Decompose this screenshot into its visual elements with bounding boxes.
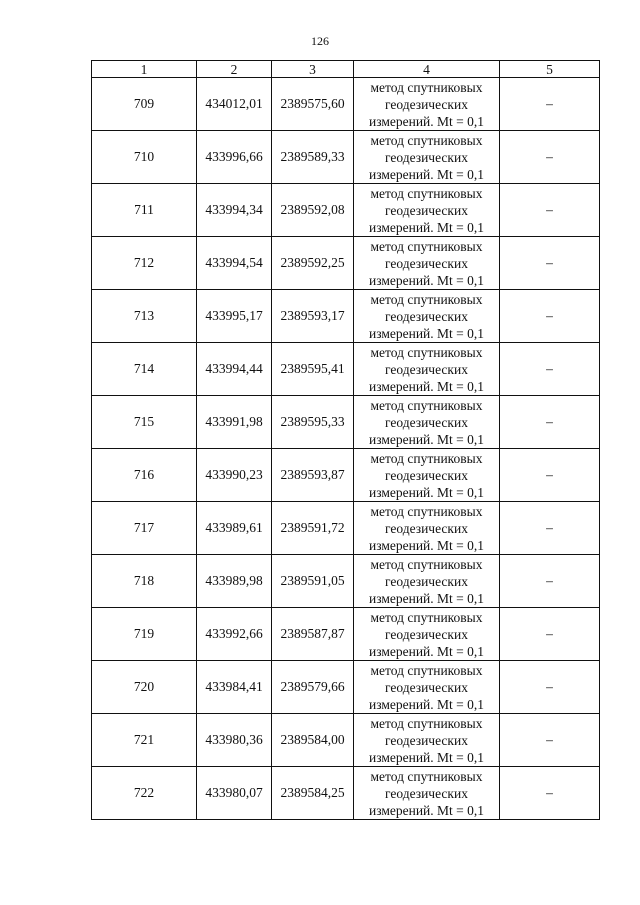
x-coordinate-cell: 433994,44 bbox=[197, 343, 272, 396]
table-row bbox=[92, 767, 600, 820]
method-line: измерений. Mt = 0,1 bbox=[368, 749, 485, 765]
method-cell bbox=[354, 184, 500, 237]
y-coordinate-cell: 2389584,00 bbox=[272, 714, 354, 767]
method-cell bbox=[354, 661, 500, 714]
method-line: измерений. Mt = 0,1 bbox=[368, 431, 485, 447]
table-row bbox=[92, 184, 600, 237]
table-row bbox=[92, 343, 600, 396]
method-line: геодезических bbox=[385, 785, 468, 801]
y-coordinate-cell: 2389592,08 bbox=[272, 184, 354, 237]
note-cell: – bbox=[500, 237, 600, 290]
table-row bbox=[92, 449, 600, 502]
note-cell: – bbox=[500, 767, 600, 820]
coordinates-table bbox=[91, 60, 600, 820]
point-number-cell: 721 bbox=[92, 714, 197, 767]
method-line: геодезических bbox=[385, 679, 468, 695]
method-cell bbox=[354, 78, 500, 131]
y-coordinate-cell: 2389591,72 bbox=[272, 502, 354, 555]
note-cell: – bbox=[500, 449, 600, 502]
note-cell: – bbox=[500, 131, 600, 184]
table-row bbox=[92, 131, 600, 184]
method-line: метод спутниковых bbox=[370, 450, 483, 466]
method-line: метод спутниковых bbox=[370, 79, 483, 95]
method-cell bbox=[354, 449, 500, 502]
note-cell: – bbox=[500, 502, 600, 555]
x-coordinate-cell: 433996,66 bbox=[197, 131, 272, 184]
x-coordinate-cell: 433994,34 bbox=[197, 184, 272, 237]
method-line: геодезических bbox=[385, 202, 468, 218]
method-line: измерений. Mt = 0,1 bbox=[368, 484, 485, 500]
header-col-5: 5 bbox=[500, 61, 600, 78]
note-cell: – bbox=[500, 78, 600, 131]
y-coordinate-cell: 2389584,25 bbox=[272, 767, 354, 820]
method-cell bbox=[354, 343, 500, 396]
x-coordinate-cell: 433995,17 bbox=[197, 290, 272, 343]
method-line: геодезических bbox=[385, 732, 468, 748]
point-number-cell: 716 bbox=[92, 449, 197, 502]
table-row bbox=[92, 555, 600, 608]
y-coordinate-cell: 2389595,33 bbox=[272, 396, 354, 449]
method-line: измерений. Mt = 0,1 bbox=[368, 272, 485, 288]
method-cell bbox=[354, 767, 500, 820]
table-row bbox=[92, 290, 600, 343]
table-row bbox=[92, 714, 600, 767]
note-cell: – bbox=[500, 661, 600, 714]
y-coordinate-cell: 2389587,87 bbox=[272, 608, 354, 661]
method-line: измерений. Mt = 0,1 bbox=[368, 325, 485, 341]
method-line: геодезических bbox=[385, 96, 468, 112]
method-line: измерений. Mt = 0,1 bbox=[368, 378, 485, 394]
method-line: измерений. Mt = 0,1 bbox=[368, 643, 485, 659]
y-coordinate-cell: 2389575,60 bbox=[272, 78, 354, 131]
method-line: измерений. Mt = 0,1 bbox=[368, 802, 485, 818]
table-row bbox=[92, 78, 600, 131]
x-coordinate-cell: 433990,23 bbox=[197, 449, 272, 502]
x-coordinate-cell: 433989,98 bbox=[197, 555, 272, 608]
point-number-cell: 719 bbox=[92, 608, 197, 661]
x-coordinate-cell: 433991,98 bbox=[197, 396, 272, 449]
point-number-cell: 718 bbox=[92, 555, 197, 608]
method-line: измерений. Mt = 0,1 bbox=[368, 166, 485, 182]
note-cell: – bbox=[500, 184, 600, 237]
y-coordinate-cell: 2389589,33 bbox=[272, 131, 354, 184]
method-line: геодезических bbox=[385, 308, 468, 324]
method-line: геодезических bbox=[385, 149, 468, 165]
point-number-cell: 720 bbox=[92, 661, 197, 714]
point-number-cell: 709 bbox=[92, 78, 197, 131]
method-cell bbox=[354, 714, 500, 767]
method-cell bbox=[354, 502, 500, 555]
x-coordinate-cell: 433980,07 bbox=[197, 767, 272, 820]
table-header bbox=[92, 61, 600, 78]
method-cell bbox=[354, 290, 500, 343]
x-coordinate-cell: 433994,54 bbox=[197, 237, 272, 290]
point-number-cell: 713 bbox=[92, 290, 197, 343]
method-line: метод спутниковых bbox=[370, 291, 483, 307]
table-row bbox=[92, 608, 600, 661]
method-line: геодезических bbox=[385, 520, 468, 536]
point-number-cell: 715 bbox=[92, 396, 197, 449]
table-body bbox=[92, 78, 600, 820]
header-col-3: 3 bbox=[272, 61, 354, 78]
method-cell bbox=[354, 396, 500, 449]
method-line: геодезических bbox=[385, 255, 468, 271]
page-number: 126 bbox=[311, 34, 329, 48]
header-row bbox=[92, 61, 600, 78]
method-line: измерений. Mt = 0,1 bbox=[368, 696, 485, 712]
method-line: метод спутниковых bbox=[370, 609, 483, 625]
method-line: метод спутниковых bbox=[370, 503, 483, 519]
method-line: измерений. Mt = 0,1 bbox=[368, 219, 485, 235]
method-cell bbox=[354, 237, 500, 290]
table-row bbox=[92, 661, 600, 714]
method-line: метод спутниковых bbox=[370, 768, 483, 784]
method-cell bbox=[354, 131, 500, 184]
method-line: геодезических bbox=[385, 467, 468, 483]
point-number-cell: 710 bbox=[92, 131, 197, 184]
point-number-cell: 722 bbox=[92, 767, 197, 820]
note-cell: – bbox=[500, 343, 600, 396]
method-line: измерений. Mt = 0,1 bbox=[368, 537, 485, 553]
method-line: метод спутниковых bbox=[370, 238, 483, 254]
point-number-cell: 714 bbox=[92, 343, 197, 396]
method-line: метод спутниковых bbox=[370, 132, 483, 148]
note-cell: – bbox=[500, 555, 600, 608]
method-line: метод спутниковых bbox=[370, 185, 483, 201]
method-line: метод спутниковых bbox=[370, 397, 483, 413]
point-number-cell: 717 bbox=[92, 502, 197, 555]
method-line: измерений. Mt = 0,1 bbox=[368, 113, 485, 129]
method-line: метод спутниковых bbox=[370, 662, 483, 678]
y-coordinate-cell: 2389595,41 bbox=[272, 343, 354, 396]
y-coordinate-cell: 2389593,87 bbox=[272, 449, 354, 502]
method-line: метод спутниковых bbox=[370, 715, 483, 731]
y-coordinate-cell: 2389579,66 bbox=[272, 661, 354, 714]
method-cell bbox=[354, 608, 500, 661]
method-line: метод спутниковых bbox=[370, 556, 483, 572]
point-number-cell: 711 bbox=[92, 184, 197, 237]
table-row bbox=[92, 237, 600, 290]
method-line: геодезических bbox=[385, 573, 468, 589]
table-row bbox=[92, 502, 600, 555]
table-row bbox=[92, 396, 600, 449]
method-line: геодезических bbox=[385, 361, 468, 377]
note-cell: – bbox=[500, 396, 600, 449]
header-col-4: 4 bbox=[354, 61, 500, 78]
note-cell: – bbox=[500, 290, 600, 343]
method-line: метод спутниковых bbox=[370, 344, 483, 360]
y-coordinate-cell: 2389592,25 bbox=[272, 237, 354, 290]
header-col-1: 1 bbox=[92, 61, 197, 78]
y-coordinate-cell: 2389591,05 bbox=[272, 555, 354, 608]
x-coordinate-cell: 433992,66 bbox=[197, 608, 272, 661]
x-coordinate-cell: 433984,41 bbox=[197, 661, 272, 714]
point-number-cell: 712 bbox=[92, 237, 197, 290]
method-line: измерений. Mt = 0,1 bbox=[368, 590, 485, 606]
x-coordinate-cell: 433989,61 bbox=[197, 502, 272, 555]
header-col-2: 2 bbox=[197, 61, 272, 78]
note-cell: – bbox=[500, 714, 600, 767]
method-cell bbox=[354, 555, 500, 608]
note-cell: – bbox=[500, 608, 600, 661]
y-coordinate-cell: 2389593,17 bbox=[272, 290, 354, 343]
method-line: геодезических bbox=[385, 626, 468, 642]
x-coordinate-cell: 433980,36 bbox=[197, 714, 272, 767]
x-coordinate-cell: 434012,01 bbox=[197, 78, 272, 131]
method-line: геодезических bbox=[385, 414, 468, 430]
